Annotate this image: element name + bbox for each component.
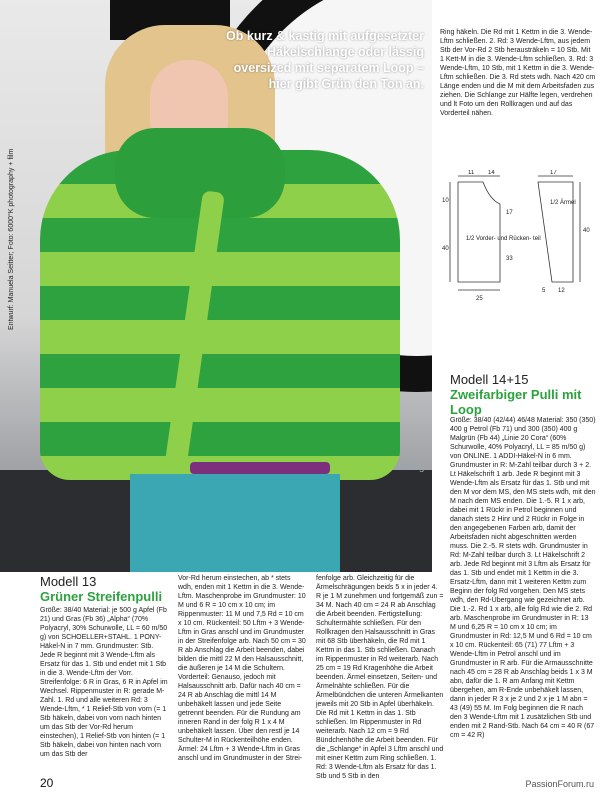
- instruction-paragraph: Größe: 38/40 (42/44) 46/48 Material: 350 (350) 400 g Petrol (Fb 71) und 300 (350) 400 g Malgrün (Fb 44) „Linie 20 Cora“ (60% Schurwolle, 40% Polyacryl, LL = 85 m/50 g) von ONLINE. 1 ADDI-Häkel-N in 6 mm. Grundmuster in R: M-Zahl teilbar durch 3 + 2. Lt Häkelschrift 1 arb. Jede R beginnt mit 3 Wende-Lftm als Ersatz für das 1. Stb und mit den M vor dem MS, den MS stets wdh, mit den M nach dem MS enden. Die 1.-5. R 1 x arb, dabei mit 1 Rückr in Petrol beginnen und danach stets 2 Hinr und 2 Rückr in Folge in den angegebenen Farben arb, damit der Arbeitsfaden nicht abgeschnitten werden muss. Die 2.-5. R stets wdh. Grundmuster in Rd: M-Zahl teilbar durch 3. Lt Häkelschrift 2 arb. Jede Rd beginnt mit 3 Lftm als Ersatz für das 1. Stb und endet mit 1 Kettm in die 3. Ersatz-Lftm, dann mit 1 weiteren Kettm zum Beginn der folg Rd vorgehen. Den MS stets wdh, den Rd-Übergang wie gezeichnet arb. Die 1.-2. Rd 1 x arb, alle folg Rd wie die 2. Rd arb. Maschenprobe im Grundmuster in R: 13 M und 6,25 R = 10 cm x 10 cm; im Grundmuster in Rd: 12,5 M und 6 Rd = 10 cm x 10 cm. Rückenteil: 65 (71) 77 Lftm + 3 Wende-Lftm in Petrol anschl und im Grundmuster in R arb. Für die Armausschnitte nach 45 cm = 28 R ab Anschlag beids 1 x 3 M abn, dafür die 1. R am Anfang mit Kettm übergehen, am R-Ende unbehäkelt lassen, dann in jeder R 3 x je 2 und 2 x je 1 M abn = 43 (49) 55 M. Im Folg beginnen die R nach den 3 Wende-Lftm mit 1 zusätzlichen Stb und enden mit 2 Rand-Stb. Nach 64 cm = 40 R (67 cm = 42 R): [450, 417, 596, 739]
- photo-headline: Ob kurz & kastig mit aufgesetzter Häkelschlange oder lässig oversized mit separatem Loop – hier gibt Grün den Ton an.: [226, 29, 424, 91]
- text-column-1: [40, 606, 168, 761]
- model-14-15-heading: [450, 372, 596, 417]
- instruction-paragraph: Größe: 38/40 Material: je 500 g Apfel (Fb 21) und Gras (Fb 36) „Alpha“ (70% Polyacryl, 30% Schurwolle, LL = 60 m/50 g) von SCHOELLER+STAHL. 1 PONY-Häkel-N in 7 mm. Grundmuster: Stb. Jede R beginnt mit 3 Wende-Lftm als Ersatz für das 1. Stb und endet mit 1 Stb in die 3. Wende-Lftm der Vorr. Streifenfolge: 6 R in Gras, 6 R in Apfel im Wechsel. Rippenmuster in R: gerade M-Zahl. 1. Rd und alle weiteren Rd: 3 Wende-Lftm, * 1 Relief-Stb von vorn (= 1 Stb häkeln, dabei von vorn nach hinten um das Stb der Vor-Rd herum einstechen), 1 Relief-Stb von hinten (= 1 Stb häkeln, dabei von hinten nach vorn um das Stb der: [40, 607, 168, 758]
- site-watermark: PassionForum.ru: [525, 779, 594, 789]
- front-label: 1/2 Vorder- und Rücken- teil: [466, 236, 541, 242]
- dim-label: 12: [558, 288, 565, 294]
- dim-label: 40: [442, 246, 449, 252]
- dim-label: 5: [542, 288, 546, 294]
- model-number: Modell 14+15: [450, 372, 529, 387]
- instruction-paragraph: Ring häkeln. Die Rd mit 1 Kettm in die 3. Wende-Lftm schließen. 2. Rd: 3 Wende-Lftm, aus jedem Stb der Vor-Rd 2 Stb herausträkeln = 10 Stb. Mit 1 Kett-M in die 3. Wende-Lftm schließen. 3. Rd: 3 Wende-Lftm, 10 Stb, mit 1 Kettm in die 3. Wende-Lftm schließen. Die 3. Rd stets wdh. Nach 420 cm Länge enden und die M mit dem Arbeitsfaden zus ziehen. Die Schlange zur Hälfte legen, verdrehen und lt Foto um den Rollkragen und auf das Vorderteil nähen.: [440, 29, 596, 117]
- dim-label: 17: [550, 170, 557, 176]
- size-diagram: [438, 170, 598, 320]
- dim-label: 25: [476, 296, 483, 302]
- sweater-collar: [115, 128, 285, 218]
- dim-label: 33: [506, 256, 513, 262]
- page-number: 20: [40, 776, 54, 790]
- brand-logo-text: ukönig: [395, 462, 425, 473]
- instructions-top-right: [440, 28, 596, 120]
- model-13-heading: [40, 574, 168, 604]
- jeans: [130, 474, 340, 572]
- dim-label: 17: [506, 210, 513, 216]
- model-title: Zweifarbiger Pulli mit Loop: [450, 387, 582, 417]
- model-number: Modell 13: [40, 574, 97, 589]
- belt: [190, 462, 330, 474]
- text-column-2: [178, 574, 306, 765]
- dim-label: 10: [442, 198, 449, 204]
- dim-label: 14: [488, 170, 495, 176]
- dim-label: 11: [468, 170, 475, 176]
- model-13-section: [40, 574, 596, 780]
- sleeve-diagram: [538, 176, 580, 282]
- instruction-paragraph: Vor-Rd herum einstechen, ab * stets wdh, enden mit 1 Kettm in die 3. Wende-Lftm. Maschenprobe im Grundmuster: 10 M und 6 R = 10 cm x 10 cm; im Rippenmuster: 11 M und 7,5 Rd = 10 cm x 10 cm. Rückenteil: 50 Lftm + 3 Wende-Lftm in Gras anschl und im Grundmuster in der Streifenfolge arb. Nach 50 cm = 30 R ab Anschlag die Arbeit beenden, dabei bilden die mittl 22 M den Halsausschnitt, die äußeren je 14 M die Schultern. Vorderteil: Genauso, jedoch mit Halsausschnitt arb. Dafür nach 40 cm = 24 R ab Anschlag die mittl 14 M unbehäkelt lassen und jede Seite getrennt beenden. Für die Rundung am inneren Rand in der folg R 1 x 4 M unbehäkelt lassen. Über den restl je 14 Schulter-M in Rückenteilhöhe enden. Ärmel: 24 Lftm + 3 Wende-Lftm in Gras anschl und im Grundmuster in der Strei-: [178, 575, 306, 762]
- sleeve-label: 1/2 Ärmel: [550, 200, 576, 206]
- text-column-3: [316, 574, 444, 783]
- instruction-paragraph: fenfolge arb. Gleichzeitig für die Ärmelschrägungen beids 5 x in jeder 4. R je 1 M zunehmen und fortgemäß zun = 34 M. Nach 40 cm = 24 R ab Anschlag die Arbeit beenden. Fertigstellung: Schultermähte schließen. Für den Rollkragen den Halsausschnitt in Gras mit 68 Stb überhäkeln, die Rd mit 1 Kettm in das 1. Stb schließen. Danach im Rippenmuster in Rd weiterarb. Nach 25 cm = 19 Rd Kragenhöhe die Arbeit beenden. Ärmel einsetzen, Seiten- und Ärmelnähte schließen. Für die Ärmelbündchen die unteren Ärmelkanten jeweils mit 20 Stb in Apfel überhäkeln. Die Rd mit 1 Kettm in das 1. Stb schließen. Im Rippenmuster in Rd weiterarb. Nach 12 cm = 9 Rd Bündchenhöhe die Arbeit beenden. Für die „Schlange“ in Apfel 3 Lftm anschl und mit einer Kettm zum Ring schließen. 1. Rd: 3 Wende-Lftm als Ersatz für das 1. Stb und 5 Stb in den: [316, 575, 444, 780]
- model-title: Grüner Streifenpulli: [40, 589, 163, 604]
- front-diagram: [450, 176, 500, 290]
- dim-label: 40: [583, 228, 590, 234]
- photo-credit: Entwurf: Manuela Seitter; Foto: 6000°K photography + film: [8, 148, 15, 330]
